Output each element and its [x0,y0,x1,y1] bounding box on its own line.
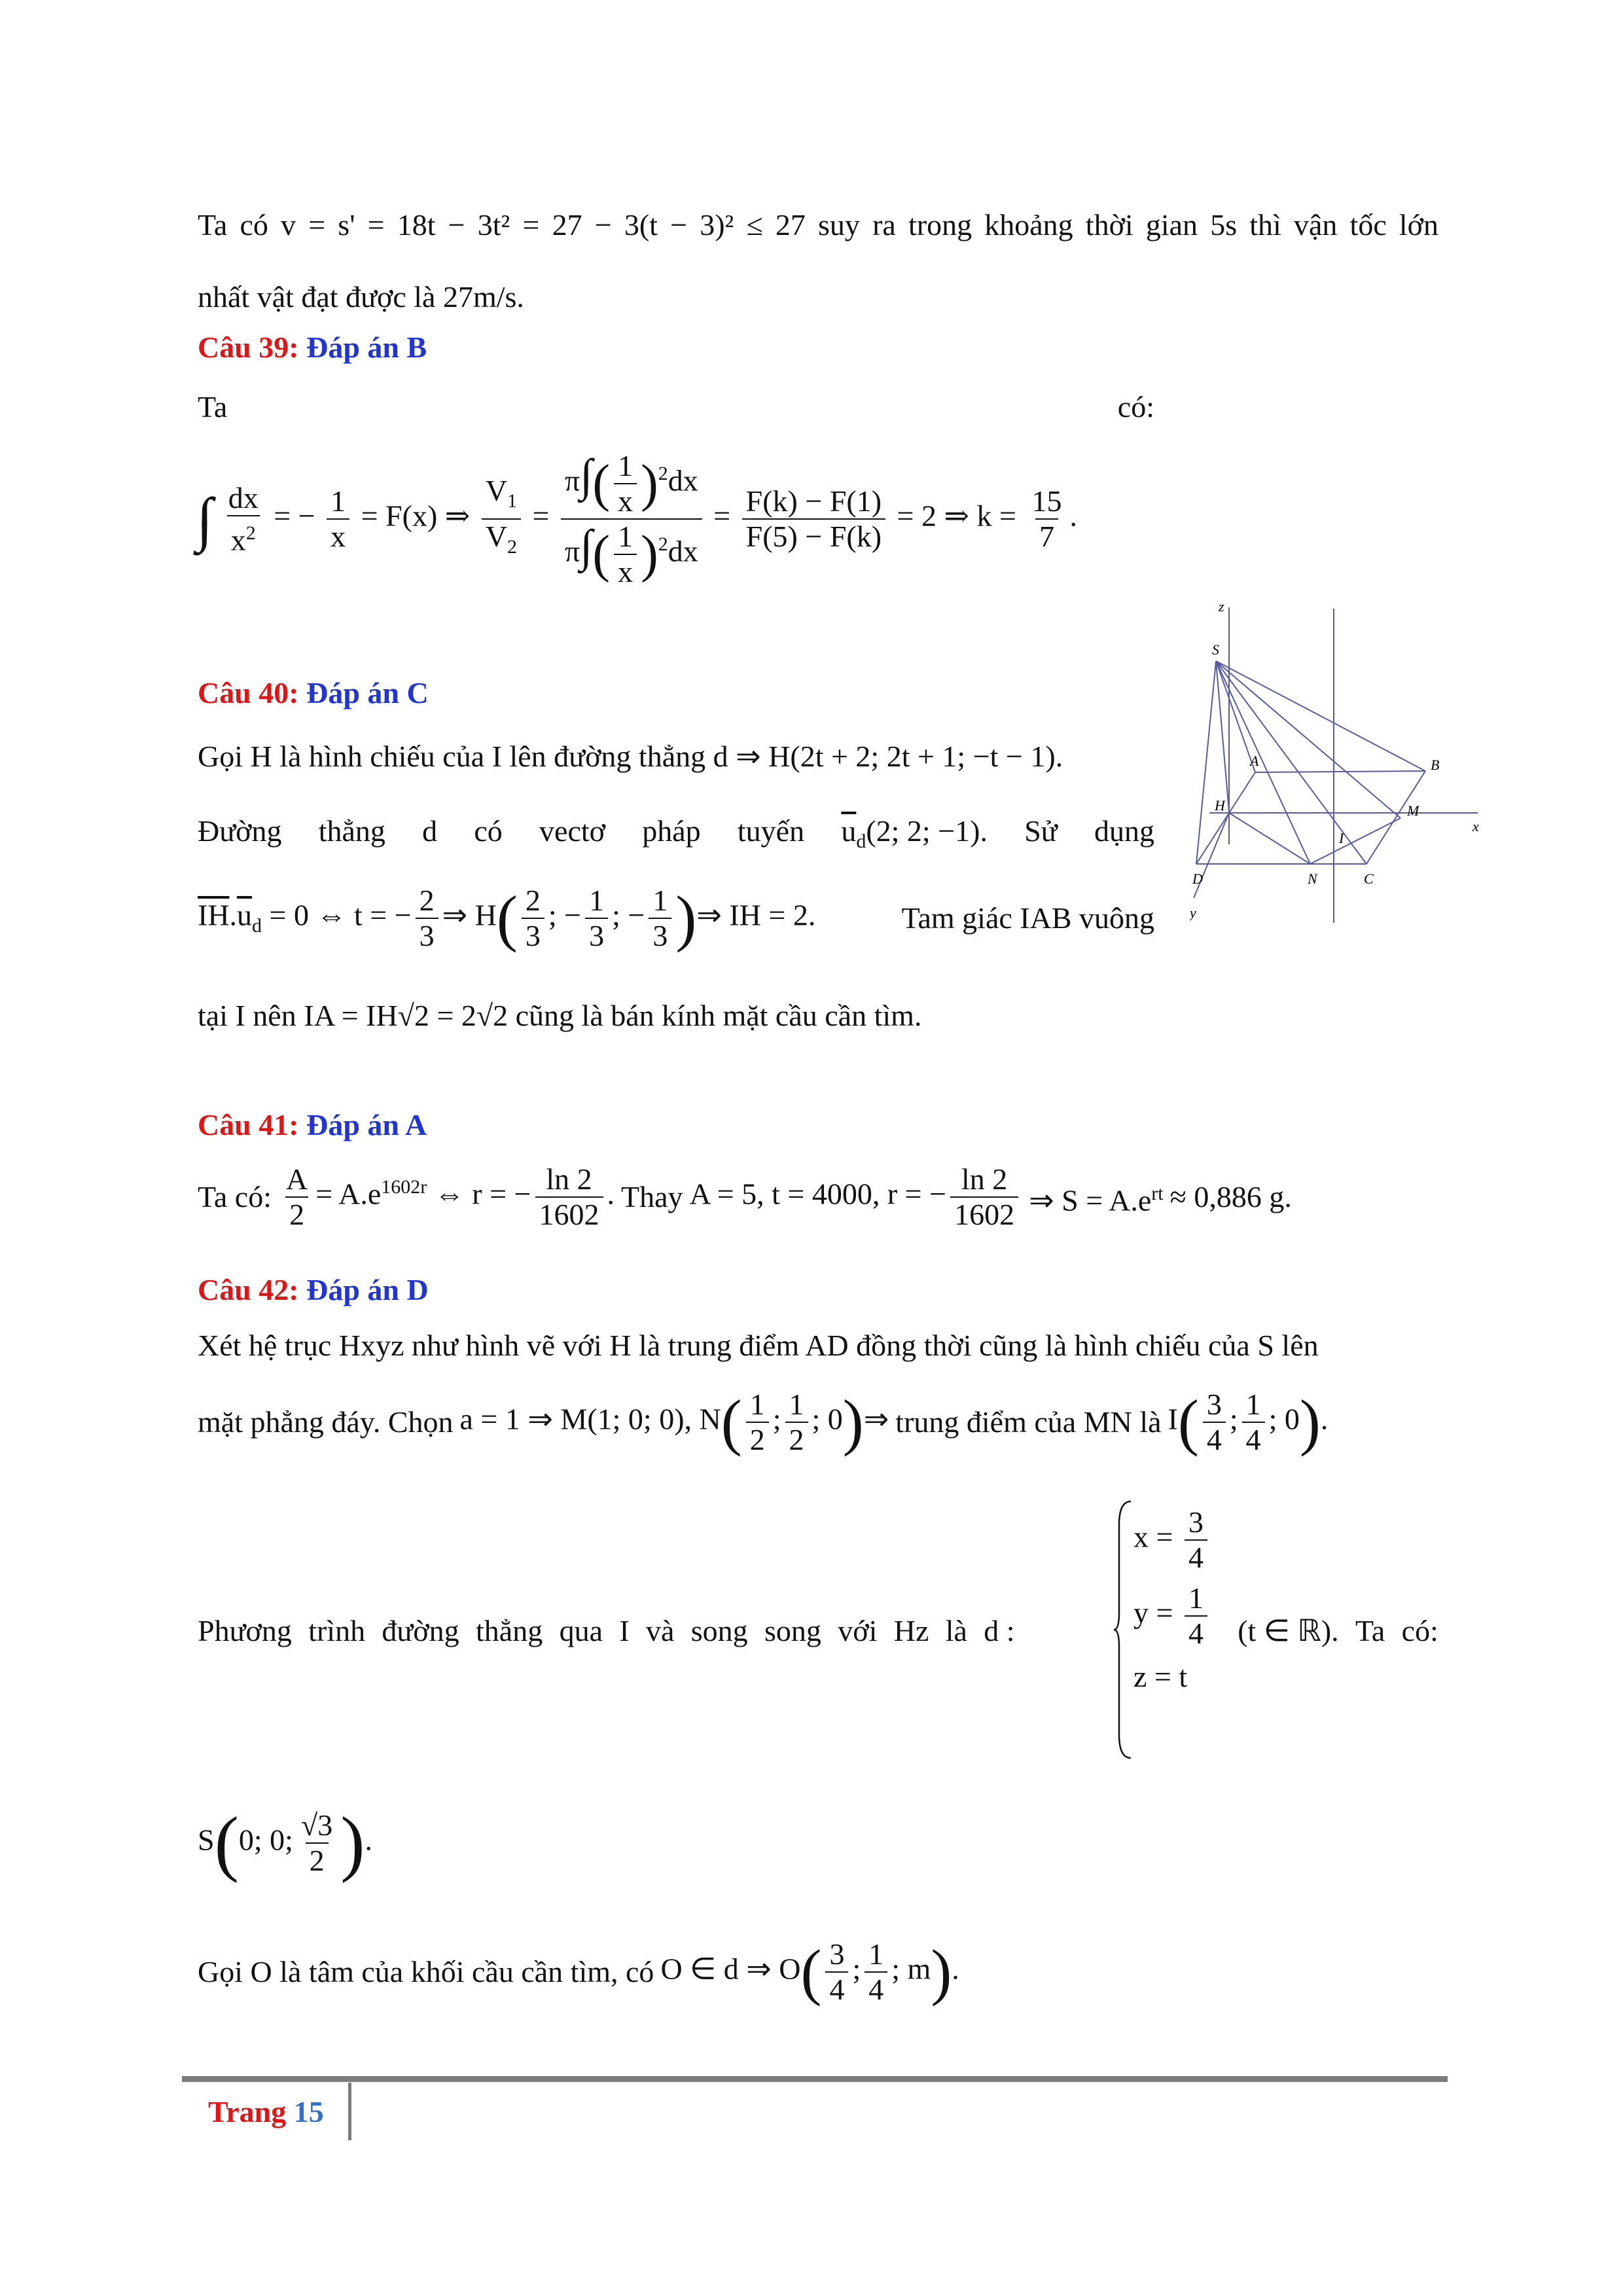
system-brace [1113,1499,1132,1761]
heading-question-39: Câu 39: Đáp án B [198,331,427,364]
figure-label-m: M [1407,802,1419,819]
figure-label-i: I [1339,830,1344,846]
pyramid-figure [1190,602,1497,929]
figure-label-z: z [1219,602,1224,615]
paragraph-q42-line3: Phương trình đường thẳng qua I và song song với Hz là d : (t ∈ ℝ). Ta có: [198,1614,1438,1647]
formula-ih-point: $\overline{IH}.\overline{u}_d = 0$ ⇔ t = − $\frac{2}{3}$ ⇒ H( $\frac{2}{3}$ ; − $\frac{1}{3}$ ; − $\frac{1}{3}$ )⇒ IH = 2. [198,883,816,953]
heading-question-41: Câu 41: Đáp án A [198,1108,427,1141]
formula-direction-vector: $\overline{u}_d(2$; 2; −1). [841,814,988,853]
figure-label-b: B [1431,757,1440,773]
figure-label-h: H [1215,797,1225,814]
paragraph-q39-intro: Ta có: [198,390,1154,423]
paragraph-q40-line4: tại I nên IA = IH√2 = 2√2 cũng là bán kính mặt cầu cần tìm. [198,999,922,1032]
paragraph-q40-line2: Đường thẳng d có vectơ pháp tuyến $\overline{u}_d(2$; 2; −1). Sử dụng [198,810,1154,863]
formula-point-s: S(0; 0; $\frac{√3}{2}$ ). [198,1803,372,1884]
figure-label-n: N [1308,870,1317,887]
system-equations: x = $\frac{3}{4}$ y = $\frac{1}{4}$ z = t [1133,1505,1211,1696]
footer-rule [182,2076,1448,2082]
text-velocity-tail: suy ra trong khoảng thời gian 5s thì vận tốc lớn [818,208,1438,242]
heading-question-40: Câu 40: Đáp án C [198,676,429,709]
figure-label-y: y [1190,905,1196,921]
figure-label-x: x [1472,818,1479,834]
paragraph-velocity [198,204,1438,246]
paragraph-q40-line3: $\overline{IH}.\overline{u}_d = 0$ ⇔ t = − $\frac{2}{3}$ ⇒ H( $\frac{2}{3}$ ; − $\frac{1}{3}$ ; − $\frac{1}{3}$ )⇒ IH = 2. Tam giác IAB vuông [198,883,1154,953]
paragraph-q40-line1: Gọi H là hình chiếu của I lên đường thẳng d ⇒ H(2t + 2; 2t + 1; −t − 1). [198,740,1063,773]
paragraph-q42-line1: Xét hệ trục Hxyz như hình vẽ với H là trung điểm AD đồng thời cũng là hình chiếu của S lên [198,1329,1319,1362]
paragraph-q42-line2: mặt phẳng đáy. Chọn a = 1 ⇒ M(1; 0; 0), N( $\frac{1}{2}$ ; $\frac{1}{2}$ ; 0)⇒ trung điểm của MN là I( $\frac{3}{4}$ ; $\frac{1}{4}$ ; 0). [198,1387,1329,1457]
page-number: Trang 15 [208,2095,324,2128]
figure-label-a: A [1250,753,1259,769]
paragraph-q42-line5: Gọi O là tâm của khối cầu cần tìm, có O ∈ d ⇒ O( $\frac{3}{4}$ ; $\frac{1}{4}$ ; m). [198,1937,959,2007]
paragraph-velocity-end: nhất vật đạt được là 27m/s. [198,280,524,314]
footer-divider [348,2083,351,2140]
paragraph-q41: Ta có: $\frac{A}{2}$ = $A.e^{1602r}$ ⇔ r = − $\frac{\ln 2}{1602}$ . Thay A = 5, t = 4000, r = − $\frac{\ln 2}{1602}$ ⇒ $S = A.e^{rt}$ ≈ 0,886 g. [198,1162,1292,1231]
text-ta-co: Ta có [198,208,268,242]
figure-label-s: S [1212,641,1219,658]
figure-label-d: D [1192,870,1203,887]
formula-velocity: v = s' = 18t − 3t² = 27 − 3(t − 3)² ≤ 27 [281,208,806,242]
figure-label-c: C [1364,870,1374,887]
formula-integral-volume: ∫ $\frac{dx}{x^2}$ = − $\frac{1}{x}$ = F(x) ⇒ $\frac{V_1}{V_2}$ = π∫( $\frac{1}{x}$ )$^2$dx π∫( $\frac{1}{x}$ )$^2$dx = $\frac{F(k) - F(1)}{F(5) - F(k)}$ = 2 ⇒ k = $\frac{15}{7}$ . [196,449,1077,588]
heading-question-42: Câu 42: Đáp án D [198,1273,429,1306]
